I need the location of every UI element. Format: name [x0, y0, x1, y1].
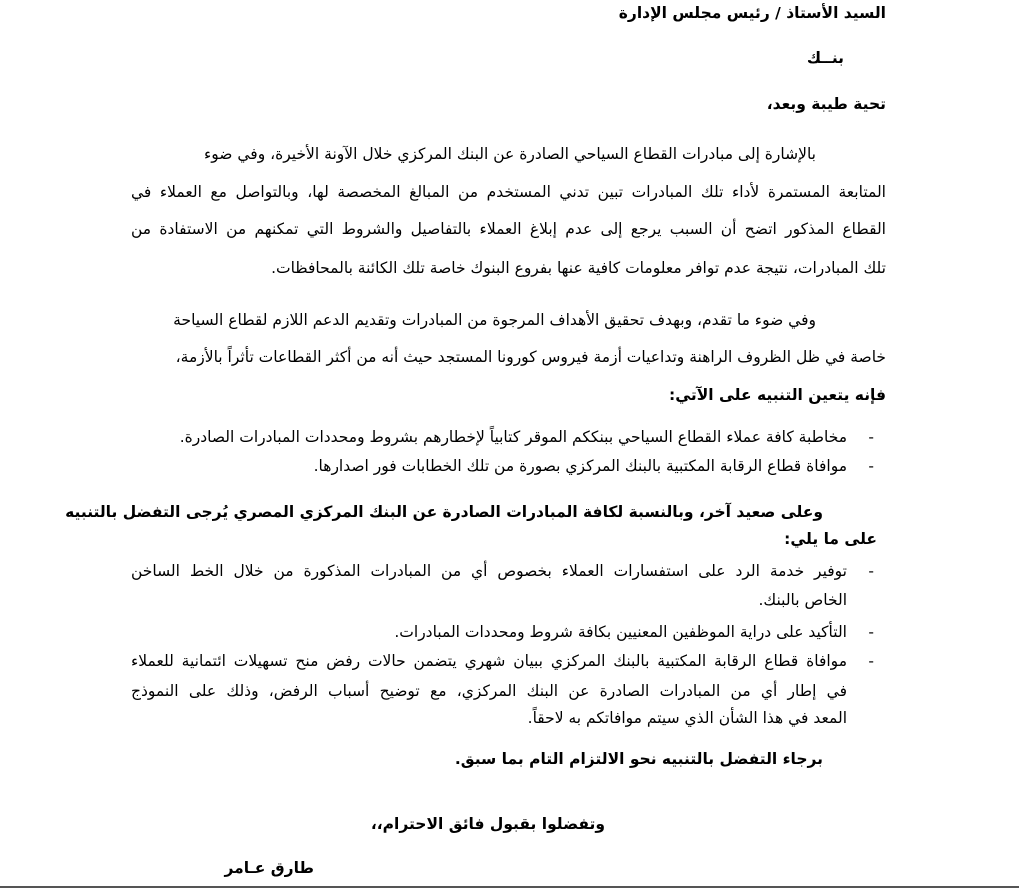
bullet-mark: - [868, 623, 874, 641]
bullet-mark: - [868, 652, 874, 670]
greeting-line: تحية طيبة وبعد، [766, 95, 886, 113]
request-line: برجاء التفضل بالتنبيه نحو الالتزام التام بما سبق. [454, 750, 823, 768]
bullet1-item-1: مخاطبة كافة عملاء القطاع السياحي ببنككم الموقر كتابياً لإخطارهم بشروط ومحددات المبادرات الصادرة. [179, 428, 847, 446]
directive1-line: فإنه يتعين التنبيه على الآتي: [669, 386, 886, 404]
bullet-mark: - [868, 457, 874, 475]
bullet2-item-1-line-1: توفير خدمة الرد على استفسارات العملاء بخصوص أي من المبادرات المذكورة من خلال الخط الساخن [131, 562, 847, 580]
para1-line-3: القطاع المذكور اتضح أن السبب يرجع إلى عدم إبلاغ العملاء بالتفاصيل والشروط التي تمكنهم من الاستفادة من [131, 220, 886, 238]
bullet-mark: - [868, 428, 874, 446]
directive2-line-2: على ما يلي: [784, 530, 877, 548]
bullet2-item-3-line-2: في إطار أي من المبادرات الصادرة عن البنك المركزي، مع توضيح أسباب الرفض، وذلك على النموذج [131, 682, 847, 700]
bullet2-item-3-line-1: موافاة قطاع الرقابة المكتبية بالبنك المركزي ببيان شهري يتضمن حالات رفض منح تسهيلات ائتمانية للعملاء [131, 652, 847, 670]
bullet2-item-3-line-3: المعد في هذا الشأن الذي سيتم موافاتكم به لاحقاً. [527, 709, 847, 727]
para2-line-2: خاصة في ظل الظروف الراهنة وتداعيات أزمة فيروس كورونا المستجد حيث أنه من أكثر القطاعات تأثراً بالأزمة، [175, 348, 886, 366]
para1-line-4: تلك المبادرات، نتيجة عدم توافر معلومات كافية عنها بفروع البنوك خاصة تلك الكائنة بالمحافظات. [271, 259, 886, 277]
bullet1-item-2: موافاة قطاع الرقابة المكتبية بالبنك المركزي بصورة من تلك الخطابات فور اصدارها. [313, 457, 847, 475]
bank-line: بنــك [806, 49, 844, 67]
recipient-line: السيد الأستاذ / رئيس مجلس الإدارة [618, 4, 886, 22]
signature-name: طارق عـامر [224, 859, 314, 877]
closing-line: وتفضلوا بقبول فائق الاحترام،، [370, 815, 605, 833]
directive2-line-1: وعلى صعيد آخر، وبالنسبة لكافة المبادرات الصادرة عن البنك المركزي المصري يُرجى التفضل بالتنبيه [65, 503, 823, 521]
bullet2-item-2: التأكيد على دراية الموظفين المعنيين بكافة شروط ومحددات المبادرات. [394, 623, 847, 641]
page-bottom-rule [0, 886, 1019, 888]
para2-line-1: وفي ضوء ما تقدم، وبهدف تحقيق الأهداف المرجوة من المبادرات وتقديم الدعم اللازم لقطاع السياحة [173, 311, 816, 329]
bullet2-item-1-line-2: الخاص بالبنك. [758, 591, 847, 609]
para1-line-1: بالإشارة إلى مبادرات القطاع السياحي الصادرة عن البنك المركزي خلال الآونة الأخيرة، وفي ضوء [204, 145, 816, 163]
para1-line-2: المتابعة المستمرة لأداء تلك المبادرات تبين تدني المستخدم من المبالغ المخصصة لها، وبالتواصل مع العملاء في [131, 183, 886, 201]
bullet-mark: - [868, 562, 874, 580]
